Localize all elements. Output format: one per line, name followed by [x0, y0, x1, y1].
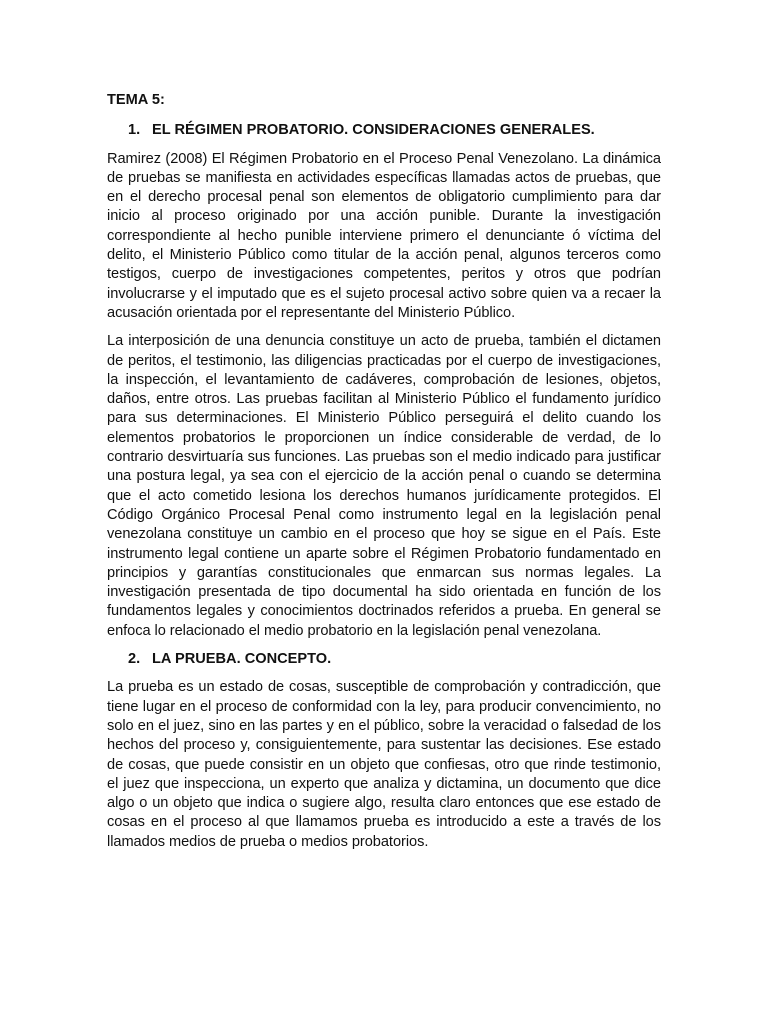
section-1-number: 1. — [128, 122, 141, 139]
paragraph-1: Ramirez (2008) El Régimen Probatorio en el Proceso Penal Venezolano. La dinámica de pruebas se manifiesta en actividades específicas llamadas actos de pruebas, que en el derecho procesal penal son elementos de obligatorio cumplimiento para dar inicio al proceso originado por una acción punible. Durante la investigación correspondiente al hecho punible interviene primero el denunciante ó víctima del delito, el Ministerio Público como titular de la acción penal, algunos terceros como testigos, cuerpo de investigaciones competentes, peritos y otros que podrían involucrarse y el imputado que es el sujeto procesal activo sobre quien va a recaer la acusación orientada por el representante del Ministerio Público. — [107, 150, 661, 321]
section-1-heading — [128, 121, 661, 140]
section-2-title: LA PRUEBA. CONCEPTO. — [152, 651, 332, 668]
paragraph-3: La prueba es un estado de cosas, susceptible de comprobación y contradicción, que tiene lugar en el proceso de conformidad con la ley, para producir convencimiento, no solo en el juez, sino en las partes y en el público, sobre la veracidad o falsedad de los hechos del proceso y, consiguientemente, para sustentar las decisiones. Ese estado de cosas, que puede consistir en un objeto que confiesas, otro que rinde testimonio, el juez que inspecciona, un experto que analiza y dictamina, un documento que dice algo o un objeto que indica o sugiere algo, resulta claro entonces que ese estado de cosas en el proceso al que llamamos prueba es introducido a este a través de los llamados medios de prueba o medios probatorios. — [107, 679, 661, 850]
paragraph-2: La interposición de una denuncia constituye un acto de prueba, también el dictamen de peritos, el testimonio, las diligencias practicadas por el cuerpo de investigaciones, la inspección, el levantamiento de cadáveres, comprobación de lesiones, objetos, daños, entre otros. Las pruebas facilitan al Ministerio Público el fundamento jurídico para sus determinaciones. El Ministerio Público perseguirá el delito cuando los elementos probatorios le proporcionen un índice considerable de verdad, de lo contrario desvirtuaría sus funciones. Las pruebas son el medio indicado para justificar una postura legal, ya sea con el ejercicio de la acción penal o cuando se determina que el acto cometido lesiona los derechos humanos jurídicamente protegidos. El Código Orgánico Procesal Penal como instrumento legal en la legislación penal venezolana constituye un cambio en el proceso que hoy se sigue en el País. Este instrumento legal contiene un aparte sobre el Régimen Probatorio fundamentado en principios y garantías constitucionales que enmarcan sus normas legales. La investigación presentada de tipo documental ha sido orientada en función de los fundamentos legales y conocimientos doctrinados referidos a prueba. En general se enfoca lo relacionado el medio probatorio en la legislación penal venezolana. — [107, 333, 661, 639]
section-2-number: 2. — [128, 651, 141, 668]
section-2-heading — [128, 650, 661, 669]
tema-label: TEMA 5: — [107, 92, 165, 108]
section-1-title: EL RÉGIMEN PROBATORIO. CONSIDERACIONES GENERALES. — [152, 122, 595, 139]
